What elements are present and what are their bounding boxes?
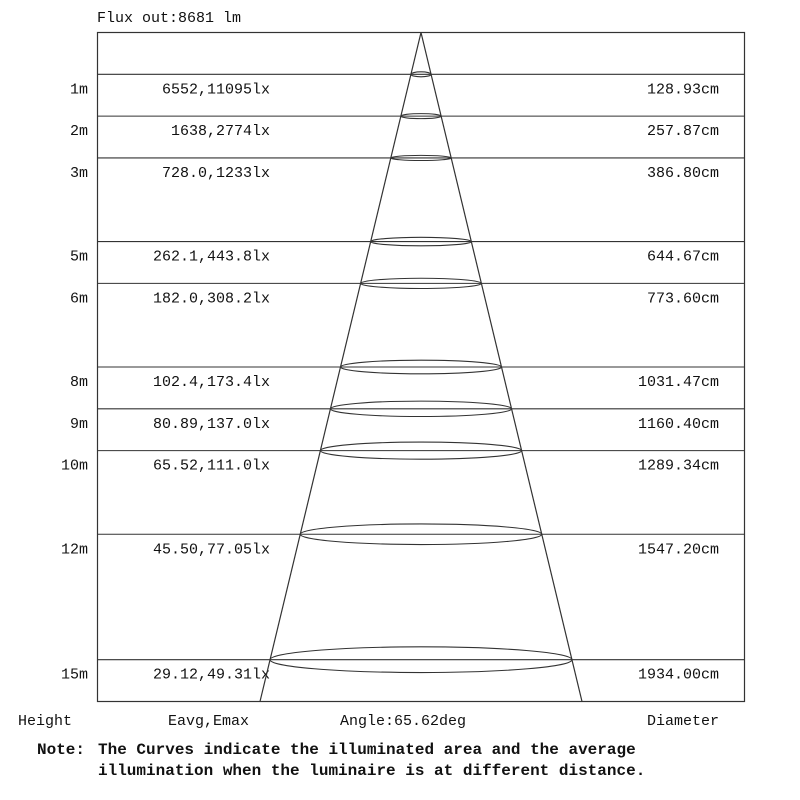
row-height-label: 3m (69, 164, 88, 182)
row-height-label: 2m (69, 123, 88, 141)
diameter-column-label: Diameter (646, 713, 719, 730)
note-line-2: illumination when the luminaire is at different distance. (98, 762, 646, 780)
distance-row (70, 360, 745, 391)
row-illuminance-label: 262.1,443.8lx (152, 248, 270, 266)
distance-row (61, 524, 745, 558)
note-prefix: Note: (37, 741, 86, 759)
row-illuminance-label: 728.0,1233lx (161, 164, 270, 182)
row-illuminance-label: 1638,2774lx (170, 123, 270, 141)
row-illuminance-label: 29.12,49.31lx (152, 666, 270, 684)
row-diameter-label: 386.80cm (646, 164, 719, 182)
row-height-label: 10m (60, 457, 88, 475)
row-diameter-label: 644.67cm (646, 248, 719, 266)
row-illuminance-label: 182.0,308.2lx (152, 290, 270, 308)
note-line-1: The Curves indicate the illuminated area and the average (98, 741, 636, 759)
flux-label: Flux out:8681 lm (97, 10, 242, 27)
row-illuminance-label: 102.4,173.4lx (152, 374, 270, 391)
eavg-emax-column-label: Eavg,Emax (168, 713, 250, 730)
distance-row (70, 237, 745, 265)
distance-row (61, 442, 745, 475)
distance-row (70, 278, 745, 307)
distance-row (70, 401, 745, 433)
row-height-label: 15m (60, 666, 88, 684)
row-diameter-label: 128.93cm (646, 81, 719, 99)
row-diameter-label: 1934.00cm (637, 666, 719, 684)
row-height-label: 5m (69, 248, 88, 266)
row-illuminance-label: 65.52,111.0lx (152, 457, 270, 475)
row-illuminance-label: 6552,11095lx (161, 81, 270, 99)
distance-row (61, 647, 745, 684)
row-diameter-label: 257.87cm (646, 123, 719, 141)
row-illuminance-label: 45.50,77.05lx (152, 541, 270, 559)
beam-angle-label: Angle:65.62deg (340, 713, 467, 730)
distance-row (70, 155, 745, 182)
row-height-label: 9m (69, 415, 88, 433)
row-height-label: 1m (69, 81, 88, 99)
row-diameter-label: 1031.47cm (637, 374, 719, 391)
distance-row (70, 72, 745, 99)
row-illuminance-label: 80.89,137.0lx (152, 415, 270, 433)
height-column-label: Height (18, 713, 73, 730)
row-diameter-label: 1160.40cm (637, 415, 719, 433)
row-diameter-label: 1289.34cm (637, 457, 719, 475)
row-diameter-label: 773.60cm (646, 290, 719, 308)
row-height-label: 8m (69, 374, 88, 391)
distance-row (70, 114, 745, 141)
row-height-label: 6m (69, 290, 88, 308)
row-height-label: 12m (60, 541, 88, 559)
distance-rows (61, 72, 745, 684)
row-diameter-label: 1547.20cm (637, 541, 719, 559)
